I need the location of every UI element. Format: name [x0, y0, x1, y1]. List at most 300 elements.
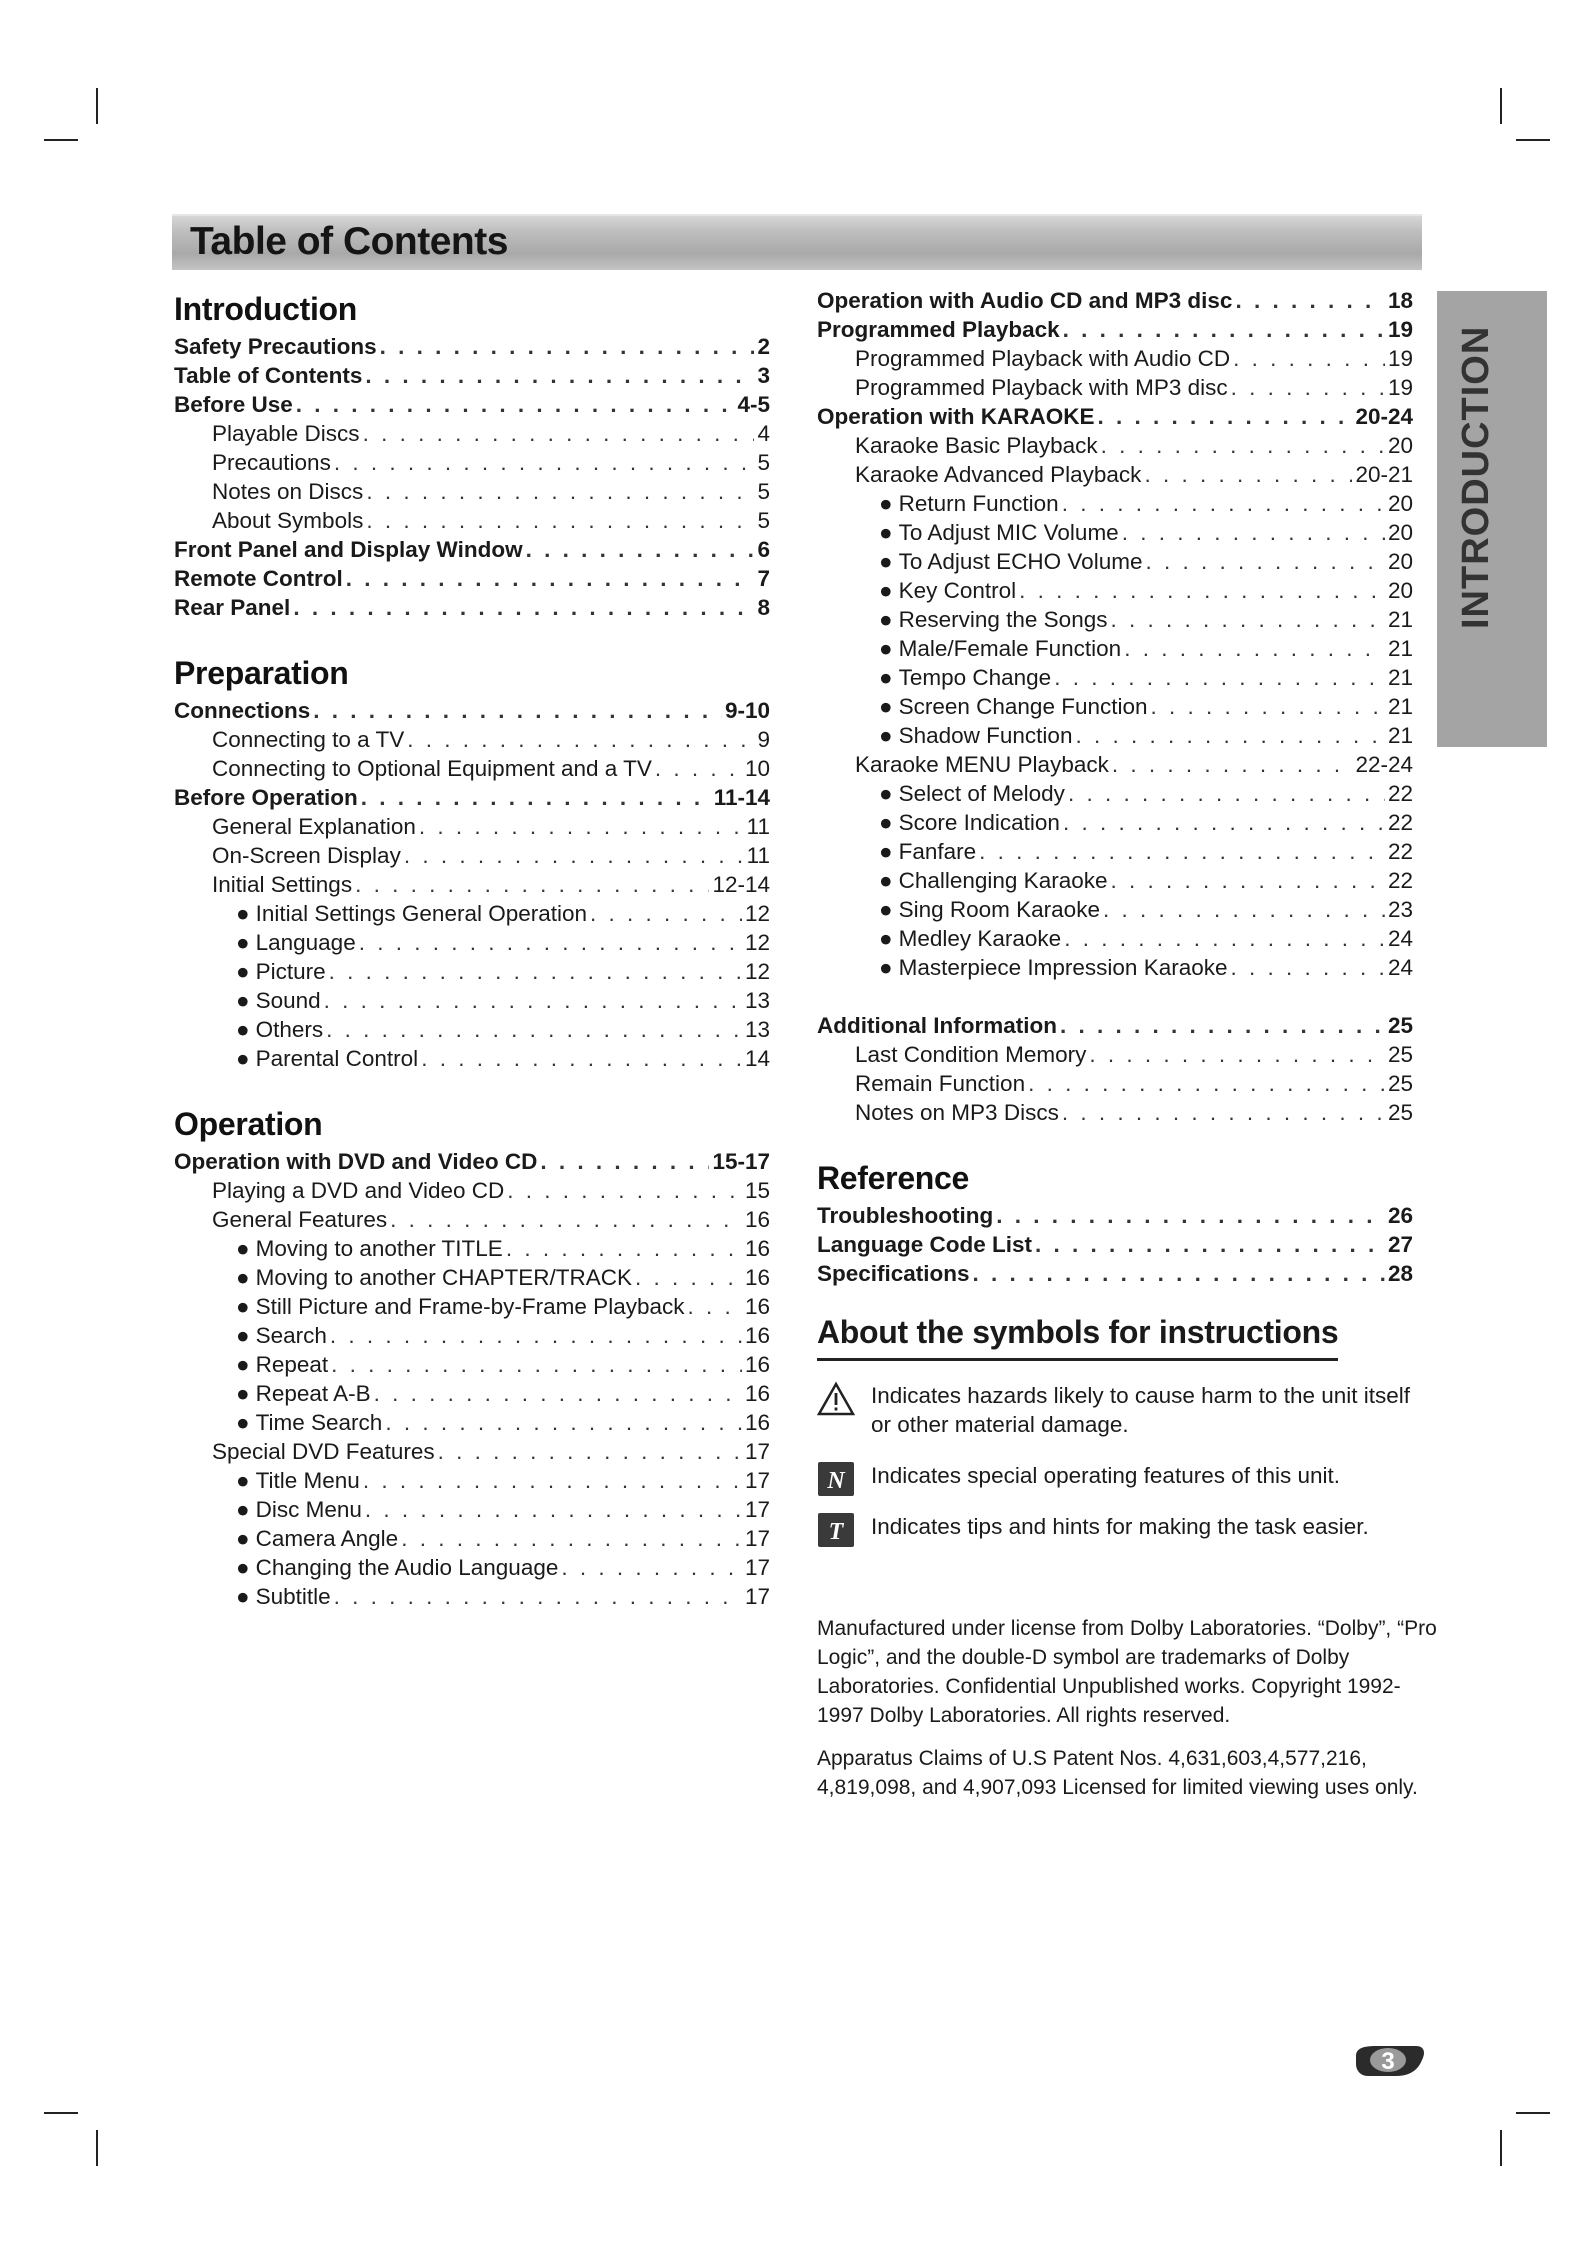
dot-leader [540, 1147, 709, 1176]
dot-leader [1064, 924, 1385, 953]
toc-entry-label [212, 1437, 435, 1466]
dot-leader [1098, 402, 1353, 431]
toc-entry-label [236, 928, 356, 957]
toc-entry-label [879, 692, 1148, 721]
toc-entry [817, 489, 1413, 518]
toc-page-number: 11-14 [713, 785, 770, 810]
toc-entry [817, 547, 1413, 576]
toc-entry [817, 634, 1413, 663]
toc-entry [817, 663, 1413, 692]
section-heading: Preparation [174, 655, 349, 691]
toc-entry-text: Repeat A-B [255, 1381, 371, 1406]
toc-entry [817, 605, 1413, 634]
toc-page-number: 21 [1387, 723, 1413, 748]
toc-entry-text: Time Search [255, 1410, 383, 1435]
toc-entry [174, 1234, 770, 1263]
toc-entry-text: Camera Angle [255, 1526, 399, 1551]
section-heading: Reference [817, 1160, 970, 1196]
toc-page-number: 20-24 [1355, 404, 1413, 429]
toc-entry-label [212, 725, 404, 754]
toc-entry-label [879, 808, 1060, 837]
toc-page-number: 12 [744, 930, 770, 955]
toc-entry-text: Language [255, 930, 356, 955]
toc-entry-label [855, 1040, 1086, 1069]
toc-page-number: 23 [1387, 897, 1413, 922]
toc-entry-text: Male/Female Function [898, 636, 1122, 661]
dot-leader [1035, 1230, 1385, 1259]
toc-page-number: 14 [744, 1046, 770, 1071]
toc-entry [174, 361, 770, 390]
symbol-row-note [817, 1461, 1413, 1494]
toc-page-number: 16 [744, 1381, 770, 1406]
toc-entry-text: Medley Karaoke [898, 926, 1062, 951]
toc-entry-label [879, 721, 1072, 750]
dot-leader [326, 1015, 742, 1044]
toc-entry-label [174, 535, 523, 564]
toc-entry-text: Remain Function [855, 1071, 1026, 1096]
toc-entry-label [236, 1321, 327, 1350]
svg-text:N: N [827, 1468, 845, 1494]
toc-entry-label [236, 1015, 323, 1044]
toc-entry-text: Connecting to Optional Equipment and a TV [212, 756, 652, 781]
toc-entry [817, 460, 1413, 489]
toc-entry-text: Screen Change Function [898, 694, 1148, 719]
toc-entry-label [212, 506, 363, 535]
toc-page-number: 21 [1387, 665, 1413, 690]
toc-entry-text: Safety Precautions [174, 334, 377, 359]
dot-leader [1122, 518, 1385, 547]
toc-page-number: 20-21 [1355, 462, 1413, 487]
dot-leader [687, 1292, 741, 1321]
dot-leader [1233, 344, 1385, 373]
bullet-icon: ● [879, 781, 893, 806]
dot-leader [1063, 315, 1385, 344]
toc-entry-label [879, 924, 1061, 953]
toc-entry-text: Programmed Playback [817, 317, 1060, 342]
toc-entry [174, 986, 770, 1015]
toc-entry-label [236, 1379, 371, 1408]
dot-leader [407, 725, 754, 754]
dot-leader [1054, 663, 1385, 692]
toc-entry-text: Programmed Playback with Audio CD [855, 346, 1231, 371]
dot-leader [363, 419, 755, 448]
toc-entry [174, 1408, 770, 1437]
dot-leader [365, 361, 754, 390]
toc-page-number: 9-10 [724, 698, 770, 723]
toc-entry-label [236, 1263, 632, 1292]
patent-notice: Apparatus Claims of U.S Patent Nos. 4,631,603,4,577,216, 4,819,098, and 4,907,093 Licensed for limited viewing uses only. [817, 1747, 1418, 1799]
dot-leader [1089, 1040, 1385, 1069]
dot-leader [1063, 808, 1385, 837]
toc-page-number: 4 [757, 421, 770, 446]
dot-leader [1103, 895, 1385, 924]
toc-entry [174, 506, 770, 535]
toc-entry-text: Notes on Discs [212, 479, 364, 504]
bullet-icon: ● [879, 868, 893, 893]
toc-entry [817, 779, 1413, 808]
dot-leader [363, 1466, 742, 1495]
toc-entry [817, 373, 1413, 402]
dot-leader [1145, 547, 1385, 576]
toc-page-number: 2 [757, 334, 770, 359]
toc-entry-text: Sound [255, 988, 321, 1013]
bullet-icon: ● [236, 1381, 250, 1406]
section-heading: Operation [174, 1106, 323, 1142]
bullet-icon: ● [236, 1410, 250, 1435]
bullet-icon: ● [236, 988, 250, 1013]
toc-entry [174, 899, 770, 928]
toc-entry [817, 895, 1413, 924]
toc-entry-label [855, 373, 1228, 402]
toc-page-number: 17 [744, 1526, 770, 1551]
bullet-icon: ● [879, 839, 893, 864]
toc-entry-text: Specifications [817, 1261, 970, 1286]
toc-entry-text: Title Menu [255, 1468, 360, 1493]
toc-entry-text: Parental Control [255, 1046, 419, 1071]
bullet-icon: ● [236, 1017, 250, 1042]
bullet-icon: ● [879, 723, 893, 748]
toc-entry-text: Playing a DVD and Video CD [212, 1178, 505, 1203]
dot-leader [1019, 576, 1385, 605]
toc-page-number: 27 [1387, 1232, 1413, 1257]
toc-entry [817, 1230, 1413, 1259]
toc-entry-text: Reserving the Songs [898, 607, 1108, 632]
crop-mark [96, 2130, 98, 2166]
crop-mark [44, 139, 78, 141]
side-tab-label: INTRODUCTION [1455, 325, 1497, 629]
bullet-icon: ● [236, 1555, 250, 1580]
toc-entry-text: Challenging Karaoke [898, 868, 1108, 893]
toc-entry-label [855, 1069, 1025, 1098]
toc-entry-label [236, 986, 321, 1015]
toc-entry [174, 1321, 770, 1350]
toc-entry-label [236, 1350, 328, 1379]
toc-entry [174, 783, 770, 812]
toc-entry [174, 1044, 770, 1073]
symbols-heading: About the symbols for instructions [817, 1310, 1338, 1361]
dot-leader [380, 332, 755, 361]
toc-entry-label [236, 1408, 382, 1437]
toc-entry-text: Precautions [212, 450, 331, 475]
toc-page-number: 19 [1387, 375, 1413, 400]
toc-entry-label [817, 286, 1232, 315]
symbol-text: Indicates hazards likely to cause harm to the unit itself or other material damage. [871, 1383, 1411, 1437]
symbol-text: Indicates special operating features of this unit. [871, 1463, 1341, 1488]
toc-entry-label [855, 344, 1230, 373]
toc-entry-text: General Explanation [212, 814, 416, 839]
dolby-license-notice: Manufactured under license from Dolby Laboratories. “Dolby”, “Pro Logic”, and the double-D symbol are trademarks of Dolby Laboratories. Confidential Unpublished works. Copyright 1992-1997 Dolby Laboratories. All rights reserved. [817, 1617, 1437, 1727]
tip-t-icon [817, 1512, 855, 1548]
bullet-icon: ● [879, 491, 893, 516]
toc-entry-text: Front Panel and Display Window [174, 537, 523, 562]
toc-entry-text: Return Function [898, 491, 1059, 516]
toc-page-number: 6 [757, 537, 770, 562]
toc-entry-label [879, 866, 1108, 895]
dot-leader [590, 899, 742, 928]
toc-entry-label [236, 1234, 503, 1263]
bullet-icon: ● [236, 930, 250, 955]
toc-entry [174, 957, 770, 986]
toc-entry-label [879, 518, 1119, 547]
toc-entry-text: Before Use [174, 392, 293, 417]
section-heading: Introduction [174, 291, 358, 327]
toc-entry [817, 344, 1413, 373]
dot-leader [655, 754, 742, 783]
toc-group-reference [817, 1155, 1413, 1288]
dot-leader [507, 1176, 742, 1205]
dot-leader [404, 841, 744, 870]
toc-entry-label [817, 1201, 993, 1230]
toc-entry-label [879, 634, 1121, 663]
dot-leader [526, 535, 755, 564]
toc-page-number: 3 [757, 363, 770, 388]
toc-entry-text: Karaoke MENU Playback [855, 752, 1109, 777]
toc-page-number: 22 [1387, 868, 1413, 893]
toc-page-number: 16 [744, 1323, 770, 1348]
toc-page-number: 22 [1387, 839, 1413, 864]
toc-entry [174, 1466, 770, 1495]
dot-leader [296, 390, 735, 419]
toc-entry-text: Initial Settings [212, 872, 353, 897]
toc-entry [174, 725, 770, 754]
toc-entry-label [879, 489, 1059, 518]
toc-entry [817, 431, 1413, 460]
toc-entry-text: Table of Contents [174, 363, 363, 388]
toc-entry [174, 419, 770, 448]
toc-entry-label [879, 547, 1142, 576]
dot-leader [330, 1321, 742, 1350]
title-banner [172, 214, 1422, 270]
dot-leader [1028, 1069, 1385, 1098]
page-number-badge [1352, 2042, 1426, 2082]
crop-mark [96, 88, 98, 124]
toc-page-number: 21 [1387, 607, 1413, 632]
dot-leader [506, 1234, 742, 1263]
toc-entry [817, 837, 1413, 866]
svg-text:T: T [828, 1519, 844, 1545]
dot-leader [1062, 1098, 1385, 1127]
toc-entry-text: Operation with DVD and Video CD [174, 1149, 538, 1174]
toc-entry-label [174, 696, 310, 725]
toc-entry [174, 1524, 770, 1553]
toc-entry-label [879, 895, 1100, 924]
dot-leader [1075, 721, 1385, 750]
dot-leader [346, 564, 755, 593]
toc-entry-text: On-Screen Display [212, 843, 401, 868]
toc-entry-label [236, 1524, 398, 1553]
toc-entry-label [236, 1466, 360, 1495]
toc-entry [174, 1205, 770, 1234]
toc-entry-text: Still Picture and Frame-by-Frame Playback [255, 1294, 685, 1319]
toc-entry [174, 812, 770, 841]
toc-entry-label [817, 402, 1095, 431]
bullet-icon: ● [236, 959, 250, 984]
toc-entry [174, 593, 770, 622]
bullet-icon: ● [879, 955, 893, 980]
bullet-icon: ● [879, 549, 893, 574]
toc-entry [174, 1553, 770, 1582]
toc-entry-text: Shadow Function [898, 723, 1073, 748]
crop-mark [1516, 2112, 1550, 2114]
dot-leader [334, 448, 755, 477]
toc-entry-text: To Adjust MIC Volume [898, 520, 1119, 545]
bullet-icon: ● [879, 578, 893, 603]
toc-entry [817, 518, 1413, 547]
toc-entry-label [212, 870, 352, 899]
toc-entry-text: Fanfare [898, 839, 977, 864]
dot-leader [390, 1205, 742, 1234]
bullet-icon: ● [879, 810, 893, 835]
toc-page-number: 17 [744, 1439, 770, 1464]
toc-entry-text: Sing Room Karaoke [898, 897, 1100, 922]
toc-entry-label [817, 1011, 1057, 1040]
toc-entry-text: Playable Discs [212, 421, 360, 446]
symbols-section [817, 1288, 1413, 1545]
toc-entry [817, 924, 1413, 953]
dot-leader [361, 783, 711, 812]
toc-page-number: 13 [744, 988, 770, 1013]
toc-entry-text: Troubleshooting [817, 1203, 994, 1228]
crop-mark [1500, 88, 1502, 124]
toc-entry-label [212, 754, 652, 783]
bullet-icon: ● [236, 1584, 250, 1609]
toc-entry-label [879, 779, 1065, 808]
toc-entry [174, 1350, 770, 1379]
symbol-row-tip [817, 1512, 1413, 1545]
toc-entry-text: Search [255, 1323, 327, 1348]
toc-entry [817, 1098, 1413, 1127]
left-toc-column [174, 286, 770, 1611]
toc-page-number: 16 [744, 1352, 770, 1377]
toc-page-number: 25 [1387, 1071, 1413, 1096]
toc-page-number: 9 [757, 727, 770, 752]
toc-entry-label [855, 431, 1098, 460]
toc-entry [174, 928, 770, 957]
dot-leader [1235, 286, 1385, 315]
toc-entry-label [236, 1582, 331, 1611]
crop-mark [1516, 139, 1550, 141]
page-number: 3 [1381, 2048, 1395, 2075]
toc-page-number: 16 [744, 1410, 770, 1435]
toc-page-number: 13 [744, 1017, 770, 1042]
toc-entry [817, 953, 1413, 982]
bullet-icon: ● [879, 926, 893, 951]
bullet-icon: ● [236, 1352, 250, 1377]
symbol-text: Indicates tips and hints for making the task easier. [871, 1514, 1369, 1539]
dot-leader [366, 506, 754, 535]
toc-entry [174, 1379, 770, 1408]
dot-leader [1151, 692, 1385, 721]
toc-page-number: 10 [744, 756, 770, 781]
toc-page-number: 20 [1387, 549, 1413, 574]
bullet-icon: ● [879, 636, 893, 661]
toc-page-number: 17 [744, 1555, 770, 1580]
toc-entry-text: Others [255, 1017, 324, 1042]
toc-entry [174, 1015, 770, 1044]
dot-leader [374, 1379, 742, 1408]
toc-entry-label [879, 576, 1016, 605]
toc-entry [174, 332, 770, 361]
toc-entry-label [174, 593, 290, 622]
toc-entry-text: Tempo Change [898, 665, 1052, 690]
bullet-icon: ● [236, 901, 250, 926]
toc-entry-label [174, 783, 358, 812]
toc-entry-text: Moving to another CHAPTER/TRACK [255, 1265, 632, 1290]
toc-entry-label [879, 605, 1107, 634]
toc-entry [174, 754, 770, 783]
toc-entry-text: About Symbols [212, 508, 364, 533]
bullet-icon: ● [879, 897, 893, 922]
toc-page-number: 24 [1387, 926, 1413, 951]
toc-entry-label [236, 1292, 684, 1321]
dot-leader [359, 928, 742, 957]
toc-entry [174, 535, 770, 564]
toc-entry [817, 866, 1413, 895]
toc-entry [174, 1263, 770, 1292]
toc-entry-label [817, 1259, 970, 1288]
toc-page-number: 12-14 [712, 872, 770, 897]
dot-leader [419, 812, 744, 841]
toc-entry-text: Notes on MP3 Discs [855, 1100, 1059, 1125]
dot-leader [1101, 431, 1385, 460]
dot-leader [1111, 866, 1385, 895]
toc-entry-label [212, 1205, 387, 1234]
toc-entry-text: Repeat [255, 1352, 329, 1377]
toc-entry [174, 1582, 770, 1611]
toc-page-number: 16 [744, 1265, 770, 1290]
toc-page-number: 7 [757, 566, 770, 591]
toc-entry [817, 692, 1413, 721]
toc-page-number: 11 [746, 843, 770, 868]
toc-entry-text: Rear Panel [174, 595, 291, 620]
dot-leader [1110, 605, 1385, 634]
toc-page-number: 12 [744, 901, 770, 926]
dot-leader [1231, 953, 1385, 982]
toc-entry-label [174, 564, 343, 593]
toc-entry-label [174, 332, 377, 361]
toc-entry [817, 576, 1413, 605]
dot-leader [366, 477, 754, 506]
legal-notices [817, 1614, 1437, 1816]
toc-entry [817, 1201, 1413, 1230]
toc-entry-text: Karaoke Basic Playback [855, 433, 1098, 458]
dot-leader [293, 593, 754, 622]
toc-entry [174, 696, 770, 725]
toc-page-number: 5 [757, 508, 770, 533]
toc-group-audio-karaoke [817, 286, 1413, 982]
toc-entry-text: Subtitle [255, 1584, 331, 1609]
toc-entry-text: Operation with KARAOKE [817, 404, 1095, 429]
dot-leader [324, 986, 742, 1015]
toc-entry-text: Moving to another TITLE [255, 1236, 503, 1261]
dot-leader [313, 696, 722, 725]
toc-page-number: 15-17 [712, 1149, 770, 1174]
dot-leader [421, 1044, 742, 1073]
toc-entry [174, 1437, 770, 1466]
bullet-icon: ● [236, 1526, 250, 1551]
toc-entry-text: Masterpiece Impression Karaoke [898, 955, 1228, 980]
toc-entry [817, 721, 1413, 750]
dot-leader [385, 1408, 742, 1437]
toc-page-number: 22 [1387, 810, 1413, 835]
toc-entry [174, 1147, 770, 1176]
toc-page-number: 20 [1387, 433, 1413, 458]
toc-entry [817, 286, 1413, 315]
toc-entry-text: Before Operation [174, 785, 358, 810]
toc-entry-label [879, 953, 1228, 982]
crop-mark [44, 2112, 78, 2114]
toc-entry-text: Special DVD Features [212, 1439, 435, 1464]
